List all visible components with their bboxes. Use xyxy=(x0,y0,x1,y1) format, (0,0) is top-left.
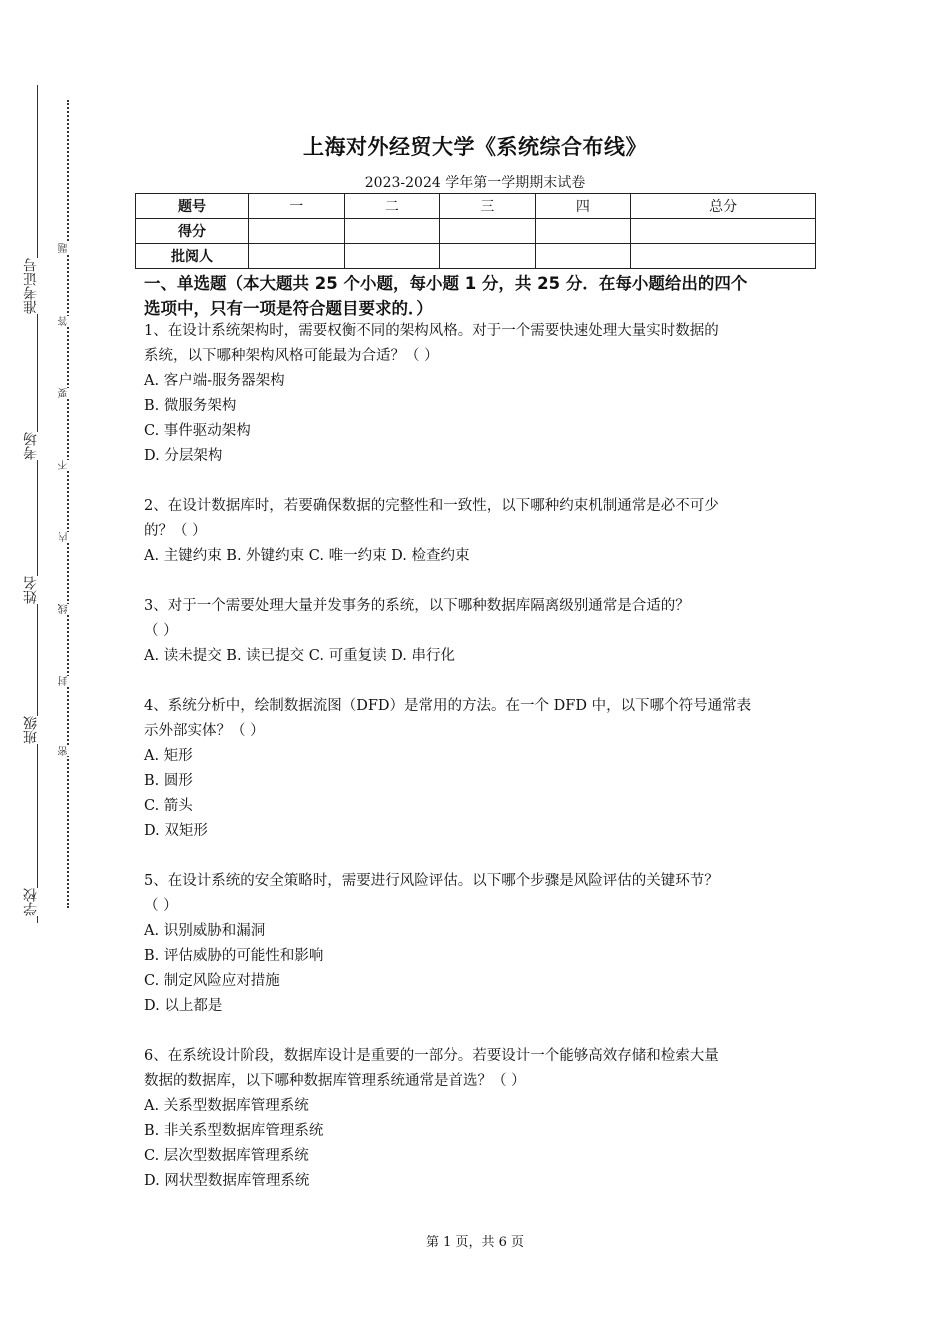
option-d: D. 双矩形 xyxy=(144,823,208,839)
column-header: 四 xyxy=(535,194,631,219)
column-header: 三 xyxy=(440,194,536,219)
option-a: A. 矩形 xyxy=(144,748,193,764)
seal-char: 内 xyxy=(59,532,75,542)
score-cell xyxy=(631,219,816,244)
question-stem: （ ） xyxy=(144,623,178,639)
option-d: D. 网状型数据库管理系统 xyxy=(144,1173,310,1189)
seal-char: 答 xyxy=(59,316,75,326)
row-label: 题号 xyxy=(136,194,249,219)
school-label: 学校 xyxy=(23,888,43,916)
question-stem: 示外部实体？（ ） xyxy=(144,723,265,739)
question-stem: 的？（ ） xyxy=(144,523,207,539)
binding-solid-line xyxy=(37,85,38,923)
question-3 xyxy=(144,594,814,669)
seal-char: 不 xyxy=(59,460,75,470)
question-stem: 4、系统分析中，绘制数据流图（DFD）是常用的方法。在一个 DFD 中，以下哪个符号通常表 xyxy=(144,698,752,714)
option-d: D. 分层架构 xyxy=(144,448,223,464)
option-b: B. 微服务架构 xyxy=(144,398,237,414)
grader-cell xyxy=(344,244,440,269)
seal-char: 线 xyxy=(59,604,75,614)
row-label: 得分 xyxy=(136,219,249,244)
score-cell xyxy=(344,219,440,244)
question-1 xyxy=(144,319,814,469)
question-list xyxy=(144,319,814,1219)
seal-dotted-line xyxy=(67,100,69,908)
option-c: C. 制定风险应对措施 xyxy=(144,973,280,989)
section-heading-line: 选项中，只有一项是符合题目要求的．） xyxy=(144,299,433,318)
column-header: 二 xyxy=(344,194,440,219)
class-label: 班级 xyxy=(23,716,43,744)
table-row xyxy=(136,244,816,269)
exam-number-label: 准考证号 xyxy=(23,258,43,314)
seal-char: 要 xyxy=(59,388,75,398)
question-4 xyxy=(144,694,814,844)
option-b: B. 评估威胁的可能性和影响 xyxy=(144,948,324,964)
question-stem: （ ） xyxy=(144,898,178,914)
seal-char: 封 xyxy=(59,676,75,686)
section-heading xyxy=(144,271,814,321)
question-5 xyxy=(144,869,814,1019)
grader-cell xyxy=(535,244,631,269)
section-heading-line: 一、单选题（本大题共 25 个小题，每小题 1 分，共 25 分．在每小题给出的四个 xyxy=(144,274,748,293)
table-row xyxy=(136,219,816,244)
options-line: A. 读未提交 B. 读已提交 C. 可重复读 D. 串行化 xyxy=(144,648,456,664)
question-stem: 数据的数据库，以下哪种数据库管理系统通常是首选？（ ） xyxy=(144,1073,526,1089)
option-c: C. 事件驱动架构 xyxy=(144,423,251,439)
exam-title: 上海对外经贸大学《系统综合布线》 xyxy=(303,135,647,159)
option-b: B. 圆形 xyxy=(144,773,193,789)
question-stem: 3、对于一个需要处理大量并发事务的系统，以下哪种数据库隔离级别通常是合适的？ xyxy=(144,598,690,614)
options-line: A. 主键约束 B. 外键约束 C. 唯一约束 D. 检查约束 xyxy=(144,548,470,564)
grader-cell xyxy=(631,244,816,269)
question-2 xyxy=(144,494,814,569)
score-cell xyxy=(535,219,631,244)
table-row xyxy=(136,194,816,219)
question-stem: 5、在设计系统的安全策略时，需要进行风险评估。以下哪个步骤是风险评估的关键环节？ xyxy=(144,873,719,889)
score-cell xyxy=(440,219,536,244)
grader-cell xyxy=(440,244,536,269)
score-cell xyxy=(249,219,345,244)
option-d: D. 以上都是 xyxy=(144,998,223,1014)
seal-char: 密 xyxy=(59,746,75,756)
exam-subtitle: 2023-2024 学年第一学期期末试卷 xyxy=(364,175,586,191)
row-label: 批阅人 xyxy=(136,244,249,269)
column-header: 一 xyxy=(249,194,345,219)
page-number: 第 1 页，共 6 页 xyxy=(425,1235,525,1250)
grader-cell xyxy=(249,244,345,269)
option-a: A. 客户端-服务器架构 xyxy=(144,373,285,389)
exam-room-label: 考场 xyxy=(23,432,43,460)
option-b: B. 非关系型数据库管理系统 xyxy=(144,1123,324,1139)
question-stem: 6、在系统设计阶段，数据库设计是重要的一部分。若要设计一个能够高效存储和检索大量 xyxy=(144,1048,719,1064)
score-table xyxy=(135,193,816,269)
option-c: C. 层次型数据库管理系统 xyxy=(144,1148,309,1164)
column-header: 总分 xyxy=(631,194,816,219)
question-6 xyxy=(144,1044,814,1194)
option-c: C. 箭头 xyxy=(144,798,193,814)
question-stem: 1、在设计系统架构时，需要权衡不同的架构风格。对于一个需要快速处理大量实时数据的 xyxy=(144,323,719,339)
question-stem: 系统，以下哪种架构风格可能最为合适？（ ） xyxy=(144,348,439,364)
option-a: A. 识别威胁和漏洞 xyxy=(144,923,266,939)
option-a: A. 关系型数据库管理系统 xyxy=(144,1098,309,1114)
seal-char: 题 xyxy=(59,243,75,253)
question-stem: 2、在设计数据库时，若要确保数据的完整性和一致性，以下哪种约束机制通常是必不可少 xyxy=(144,498,719,514)
student-name-label: 姓名 xyxy=(23,576,43,604)
